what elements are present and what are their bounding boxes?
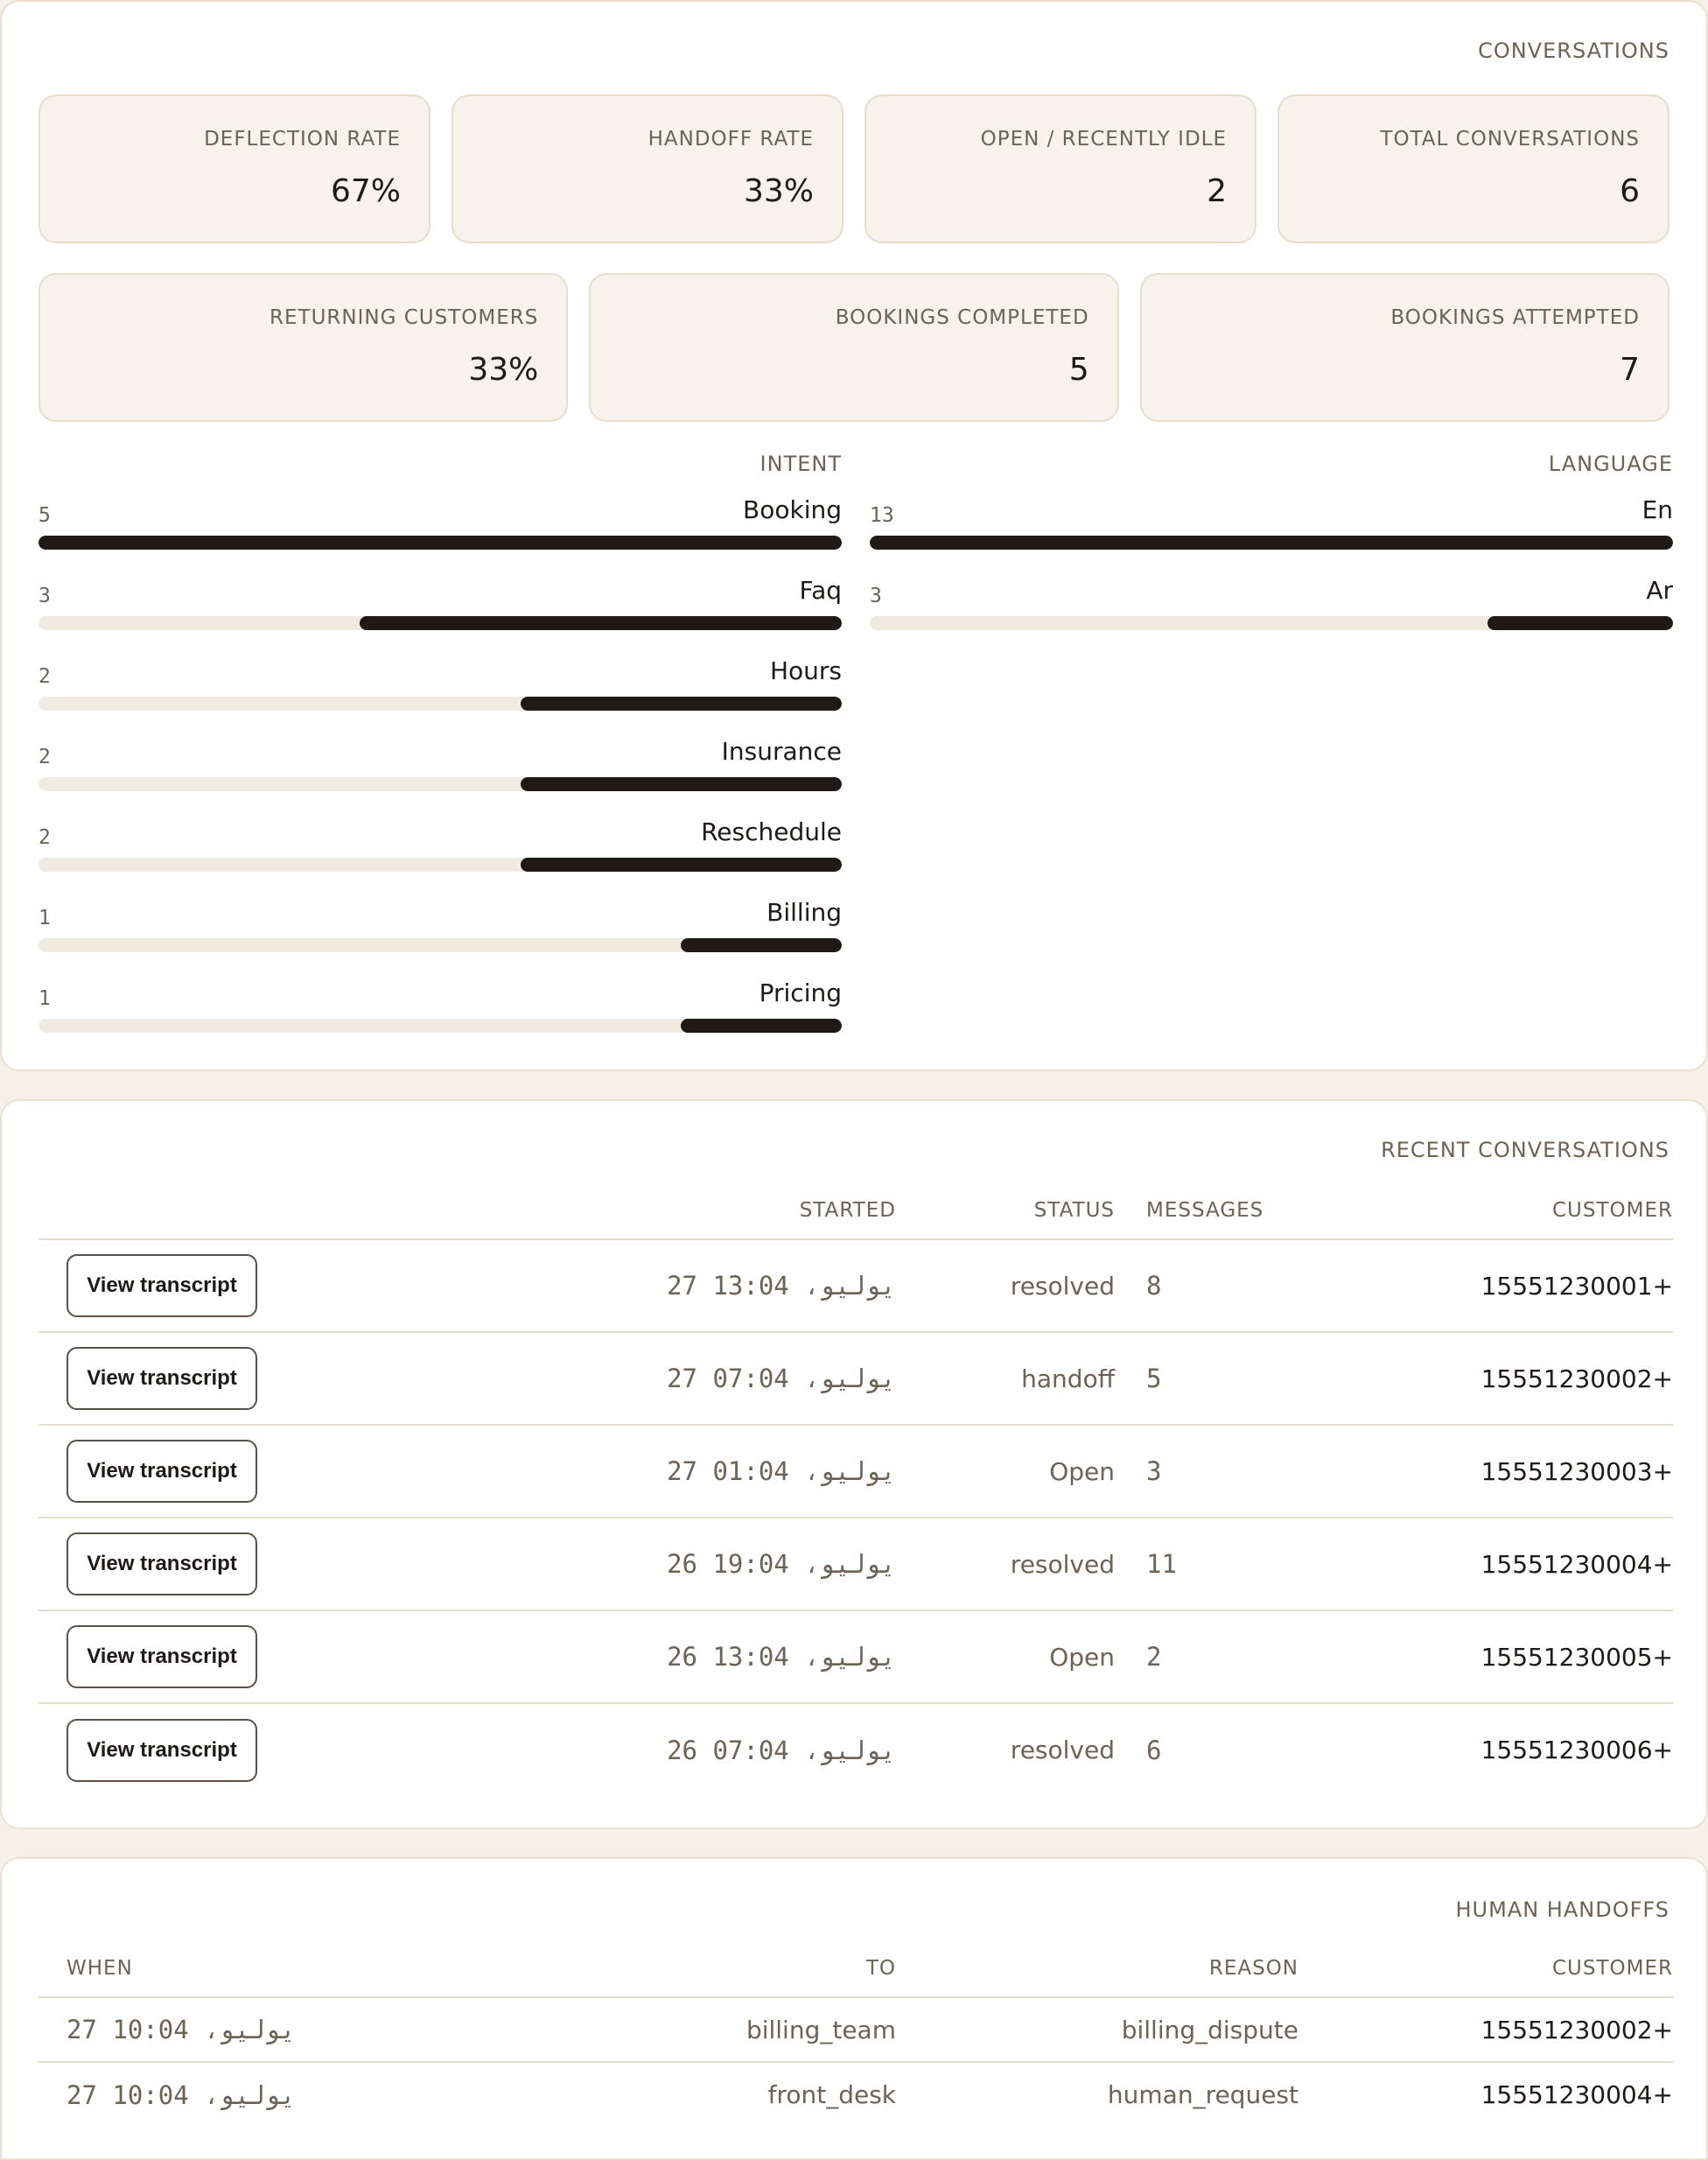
human-handoffs-table	[38, 1939, 1673, 2127]
stat-bookings-attempted	[1140, 273, 1670, 422]
to-cell: front_desk	[767, 2080, 896, 2109]
intent-bar	[38, 487, 842, 567]
bar-count: 2	[38, 826, 51, 849]
customer-cell: 15551230002+	[1290, 1332, 1673, 1425]
column-header-customer: CUSTOMER	[1290, 1182, 1673, 1239]
stats-row-secondary	[38, 273, 1670, 422]
bar-track	[38, 858, 842, 872]
stat-returning-customers	[38, 273, 568, 422]
started-cell: 27 يوليو، 13:04	[546, 1239, 896, 1332]
stat-value: 33%	[468, 352, 539, 388]
when-text: 27 يوليو، 10:04	[66, 2015, 296, 2044]
actions-cell	[38, 1703, 546, 1796]
actions-cell	[38, 1610, 546, 1703]
reason-cell: billing_dispute	[896, 1997, 1298, 2062]
stat-label: BOOKINGS COMPLETED	[835, 306, 1089, 329]
intent-bar	[38, 567, 842, 648]
bar-count: 2	[38, 746, 51, 768]
messages-cell: 2	[1115, 1610, 1290, 1703]
started-cell: 26 يوليو، 13:04	[546, 1610, 896, 1703]
intent-bar	[38, 809, 842, 889]
column-header-actions	[38, 1182, 546, 1239]
when-cell	[38, 1997, 598, 2062]
table-row	[38, 1332, 1673, 1425]
stat-value: 6	[1620, 173, 1640, 209]
language-bar	[870, 487, 1673, 567]
stats-row-primary	[38, 95, 1670, 243]
intent-bar	[38, 728, 842, 809]
bar-fill	[1488, 616, 1673, 630]
bar-track	[38, 536, 842, 550]
stat-label: HANDOFF RATE	[648, 128, 814, 151]
table-row	[38, 1610, 1673, 1703]
started-cell: 27 يوليو، 01:04	[546, 1425, 896, 1518]
started-cell: 27 يوليو، 07:04	[546, 1332, 896, 1425]
bar-track	[870, 616, 1673, 630]
stat-label: RETURNING CUSTOMERS	[270, 306, 539, 329]
conversations-panel	[0, 0, 1708, 1071]
bar-label: Insurance	[721, 737, 842, 766]
bar-fill	[681, 1019, 842, 1033]
stat-deflection-rate	[38, 95, 430, 243]
stat-open-recently-idle	[864, 95, 1256, 243]
bar-count: 1	[38, 907, 51, 929]
customer-cell: 15551230004+	[1290, 1518, 1673, 1610]
column-header-messages: MESSAGES	[1115, 1182, 1290, 1239]
bar-track	[38, 777, 842, 791]
actions-cell	[38, 1425, 546, 1518]
stat-value: 33%	[743, 173, 814, 209]
when-text: 27 يوليو، 10:04	[66, 2079, 296, 2110]
customer-cell: 15551230005+	[1290, 1610, 1673, 1703]
bar-count: 2	[38, 665, 51, 688]
stat-bookings-completed	[589, 273, 1118, 422]
view-transcript-button[interactable]: View transcript	[66, 1719, 257, 1782]
bar-track	[38, 1019, 842, 1033]
conversations-title: CONVERSATIONS	[1478, 39, 1670, 63]
stat-total-conversations	[1278, 95, 1670, 243]
bar-track	[38, 697, 842, 711]
stat-label: BOOKINGS ATTEMPTED	[1390, 306, 1640, 329]
customer-cell: 15551230003+	[1290, 1425, 1673, 1518]
bar-track	[870, 536, 1673, 550]
column-header-to: TO	[598, 1939, 896, 1997]
table-header-row	[38, 1182, 1673, 1239]
human-handoffs-title: HUMAN HANDOFFS	[1455, 1897, 1670, 1922]
bar-label: Booking	[743, 495, 842, 524]
bar-count: 1	[38, 987, 51, 1010]
status-cell: resolved	[896, 1518, 1115, 1610]
column-header-reason: REASON	[896, 1939, 1298, 1997]
actions-cell	[38, 1332, 546, 1425]
table-row	[38, 1518, 1673, 1610]
view-transcript-button[interactable]: View transcript	[66, 1347, 257, 1410]
bar-fill	[521, 858, 842, 872]
status-cell: handoff	[896, 1332, 1115, 1425]
messages-cell: 11	[1115, 1518, 1290, 1610]
recent-conversations-table	[38, 1182, 1673, 1796]
bar-fill	[681, 938, 842, 952]
customer-cell: 15551230001+	[1290, 1239, 1673, 1332]
human-handoffs-panel	[0, 1857, 1708, 2160]
bar-label: Hours	[769, 656, 842, 685]
intent-title: INTENT	[760, 452, 842, 476]
table-row	[38, 1239, 1673, 1332]
bar-fill	[38, 536, 842, 550]
when-cell	[38, 2062, 598, 2127]
view-transcript-button[interactable]: View transcript	[66, 1254, 257, 1317]
stat-label: DEFLECTION RATE	[204, 128, 401, 151]
stat-value: 7	[1620, 352, 1640, 388]
bar-fill	[521, 697, 842, 711]
table-row	[38, 1425, 1673, 1518]
table-row	[38, 1997, 1673, 2062]
stat-value: 2	[1207, 173, 1227, 209]
bar-count: 3	[870, 585, 882, 607]
status-cell: Open	[896, 1425, 1115, 1518]
stat-handoff-rate	[452, 95, 844, 243]
messages-cell: 5	[1115, 1332, 1290, 1425]
table-header-row	[38, 1939, 1673, 1997]
actions-cell	[38, 1239, 546, 1332]
bar-track	[38, 616, 842, 630]
bar-fill	[521, 777, 842, 791]
stat-label: TOTAL CONVERSATIONS	[1380, 128, 1640, 151]
bar-count: 13	[870, 504, 894, 527]
column-header-customer: CUSTOMER	[1298, 1939, 1673, 1997]
messages-cell: 6	[1146, 1735, 1162, 1765]
bar-track	[38, 938, 842, 952]
actions-cell	[38, 1518, 546, 1610]
bar-label: Pricing	[759, 978, 842, 1007]
customer-cell: 15551230004+	[1480, 2080, 1673, 2109]
bar-label: Billing	[766, 898, 842, 927]
recent-conversations-panel	[0, 1099, 1708, 1829]
stat-value: 5	[1068, 352, 1089, 388]
stat-label: OPEN / RECENTLY IDLE	[980, 128, 1227, 151]
started-cell: 26 يوليو، 07:04	[667, 1735, 896, 1765]
language-title: LANGUAGE	[1548, 452, 1673, 476]
bar-count: 3	[38, 585, 51, 607]
to-cell: billing_team	[598, 1997, 896, 2062]
bar-fill	[360, 616, 842, 630]
messages-cell: 8	[1115, 1239, 1290, 1332]
bar-label: En	[1642, 495, 1673, 524]
intent-bar	[38, 889, 842, 970]
table-row	[38, 2062, 1673, 2127]
language-chart	[870, 452, 1673, 648]
table-row	[38, 1703, 1673, 1796]
column-header-started: STARTED	[546, 1182, 896, 1239]
recent-conversations-title: RECENT CONVERSATIONS	[1381, 1138, 1670, 1162]
messages-cell: 3	[1115, 1425, 1290, 1518]
reason-cell: human_request	[1107, 2080, 1298, 2109]
intent-chart	[38, 452, 842, 1050]
intent-bar	[38, 648, 842, 728]
view-transcript-button[interactable]: View transcript	[66, 1440, 257, 1503]
status-cell: resolved	[1010, 1736, 1115, 1764]
stat-value: 67%	[330, 173, 401, 209]
language-bar	[870, 567, 1673, 648]
bar-label: Ar	[1646, 576, 1673, 605]
intent-bar	[38, 970, 842, 1050]
customer-cell: 15551230002+	[1298, 1997, 1673, 2062]
status-cell: resolved	[896, 1239, 1115, 1332]
column-header-when: WHEN	[38, 1939, 598, 1997]
bar-label: Reschedule	[701, 817, 842, 846]
column-header-status: STATUS	[896, 1182, 1115, 1239]
customer-cell: 15551230006+	[1480, 1736, 1673, 1764]
view-transcript-button[interactable]: View transcript	[66, 1532, 257, 1595]
bar-label: Faq	[799, 576, 842, 605]
status-cell: Open	[896, 1610, 1115, 1703]
bar-count: 5	[38, 504, 51, 527]
started-cell: 26 يوليو، 19:04	[546, 1518, 896, 1610]
view-transcript-button[interactable]: View transcript	[66, 1625, 257, 1688]
bar-fill	[870, 536, 1673, 550]
